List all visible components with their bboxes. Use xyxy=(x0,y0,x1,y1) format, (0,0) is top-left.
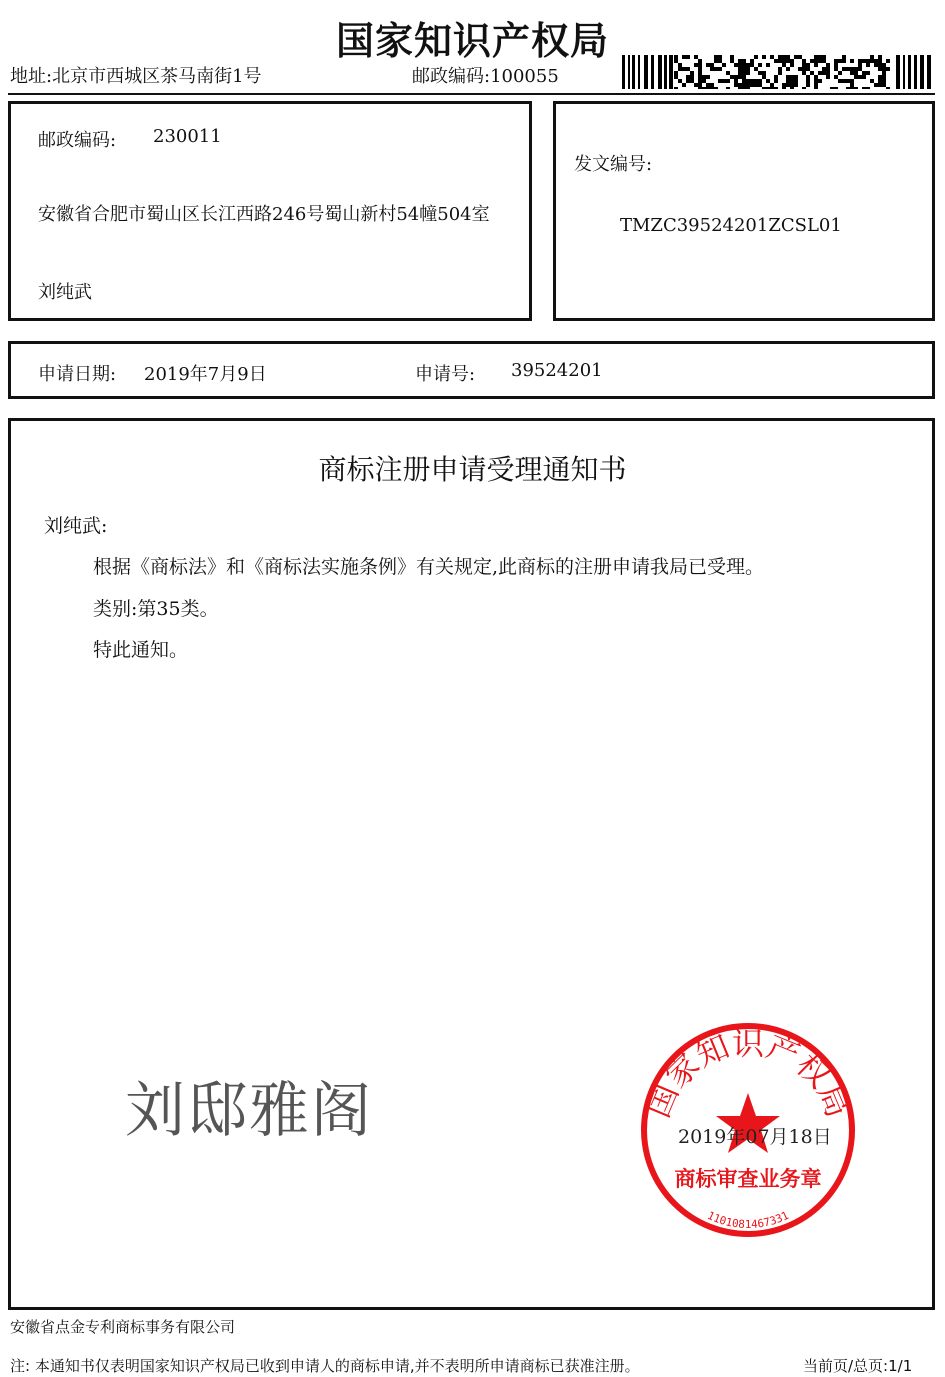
application-number: 39524201 xyxy=(511,360,603,381)
barcode-image xyxy=(622,55,932,89)
document-number: TMZC39524201ZCSL01 xyxy=(620,215,842,236)
agency-title: 国家知识产权局 xyxy=(335,19,609,63)
seal-outer-text: 国家知识产权局 xyxy=(638,1024,858,1123)
watermark-text: 刘邸雅阁 xyxy=(125,1076,373,1146)
application-box xyxy=(8,341,935,399)
seal-date: 2019年07月18日 xyxy=(678,1126,832,1148)
header-divider xyxy=(8,93,935,95)
footer-note: 注: 本通知书仅表明国家知识产权局已收到申请人的商标申请,并不表明所申请商标已获准注册。 xyxy=(10,1357,640,1375)
seal-code: 1101081467331 xyxy=(705,1208,791,1231)
seal-inner-text: 商标审查业务章 xyxy=(674,1167,822,1191)
notice-salutation: 刘纯武: xyxy=(44,515,108,537)
application-date-label: 申请日期: xyxy=(38,364,117,385)
recipient-name: 刘纯武 xyxy=(38,282,92,303)
recipient-postcode-label: 邮政编码: xyxy=(38,130,117,151)
agent-name: 安徽省点金专利商标事务有限公司 xyxy=(10,1318,236,1336)
recipient-postcode: 230011 xyxy=(153,126,222,147)
application-date: 2019年7月9日 xyxy=(144,364,267,385)
recipient-address: 安徽省合肥市蜀山区长江西路246号蜀山新村54幢504室 xyxy=(38,204,490,225)
agency-postcode: 邮政编码:100055 xyxy=(412,66,559,87)
notice-title: 商标注册申请受理通知书 xyxy=(318,453,627,486)
recipient-box xyxy=(8,101,532,321)
page-indicator: 当前页/总页:1/1 xyxy=(803,1357,913,1375)
agency-address: 地址:北京市西城区茶马南街1号 xyxy=(10,66,262,87)
notice-line-1: 根据《商标法》和《商标法实施条例》有关规定,此商标的注册申请我局已受理。 xyxy=(93,556,765,578)
notice-line-3: 特此通知。 xyxy=(93,639,189,661)
document-number-label: 发文编号: xyxy=(574,154,653,175)
application-number-label: 申请号: xyxy=(415,364,476,385)
document-number-box xyxy=(553,101,935,321)
notice-line-2: 类别:第35类。 xyxy=(93,598,219,620)
